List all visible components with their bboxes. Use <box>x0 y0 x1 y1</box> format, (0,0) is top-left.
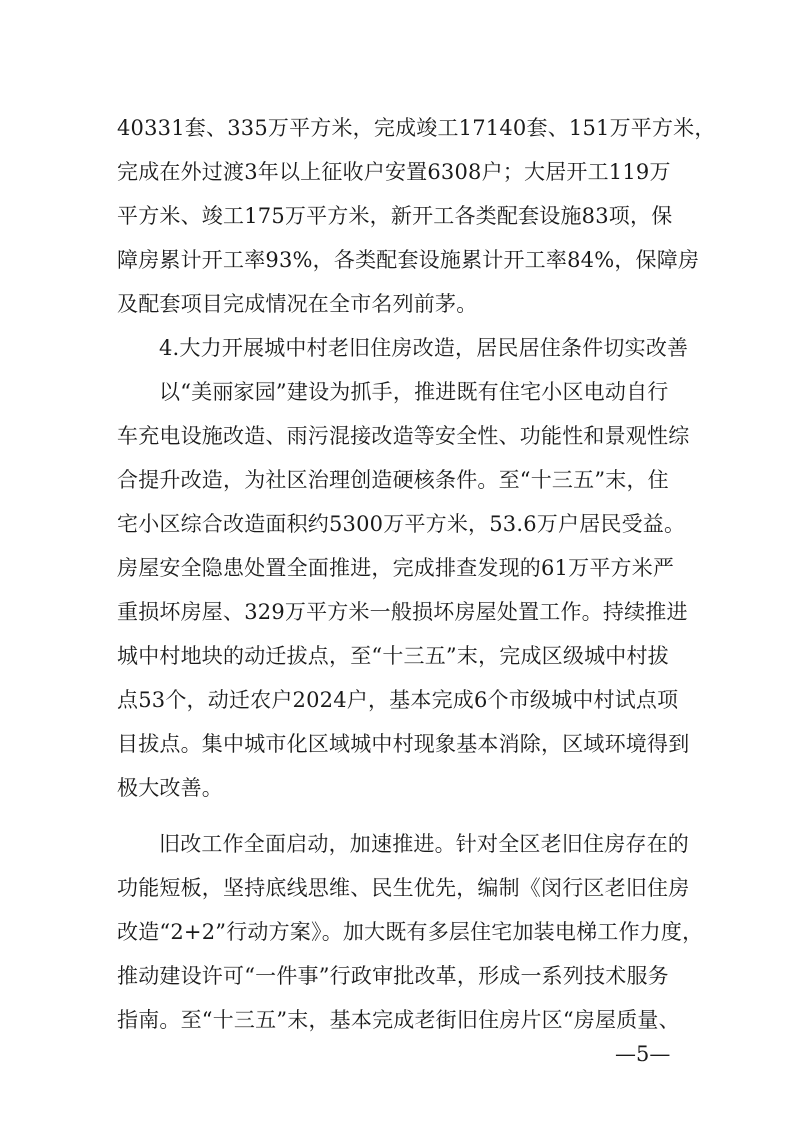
body-text-line: 合提升改造，为社区治理创造硬核条件。至“十三五”末，住 <box>117 468 669 492</box>
body-text-line: 旧改工作全面启动，加速推进。针对全区老旧住房存在的 <box>159 832 689 856</box>
body-text-line: 极大改善。 <box>117 776 223 800</box>
body-text-line: 指南。至“十三五”末，基本完成老街旧住房片区“房屋质量、 <box>117 1008 680 1032</box>
body-text-line: 宅小区综合改造面积约5300万平方米，53.6万户居民受益。 <box>117 512 686 536</box>
body-text-line: 以“美丽家园”建设为抓手，推进既有住宅小区电动自行 <box>159 380 669 404</box>
body-text-line: 房屋安全隐患处置全面推进，完成排查发现的61万平方米严 <box>117 556 675 580</box>
body-text-line: 城中村地块的动迁拔点，至“十三五”末，完成区级城中村拔 <box>117 644 669 668</box>
body-text-line: 平方米、竣工175万平方米，新开工各类配套设施83项，保 <box>117 204 673 228</box>
body-text-line: 40331套、335万平方米，完成竣工17140套、151万平方米， <box>117 116 716 140</box>
body-text-line: 改造“2+2”行动方案》。加大既有多层住宅加装电梯工作力度， <box>117 920 704 944</box>
body-text-line: 障房累计开工率93%，各类配套设施累计开工率84%，保障房 <box>117 248 700 272</box>
body-text-line: 推动建设许可“一件事”行政审批改革，形成一系列技术服务 <box>117 964 669 988</box>
body-text-line: 车充电设施改造、雨污混接改造等安全性、功能性和景观性综 <box>117 424 690 448</box>
page-number: —5— <box>615 1042 671 1066</box>
body-text-line: 重损坏房屋、329万平方米一般损坏房屋处置工作。持续推进 <box>117 600 688 624</box>
body-text-line: 及配套项目完成情况在全市名列前茅。 <box>117 292 478 316</box>
body-text-line: 目拔点。集中城市化区域城中村现象基本消除，区域环境得到 <box>117 732 690 756</box>
body-text-line: 完成在外过渡3年以上征收户安置6308户；大居开工119万 <box>117 160 671 184</box>
body-text-line: 点53个，动迁农户2024户，基本完成6个市级城中村试点项 <box>117 688 679 712</box>
body-text-line: 功能短板，坚持底线思维、民生优先，编制《闵行区老旧住房 <box>117 876 690 900</box>
section-heading: 4.大力开展城中村老旧住房改造，居民居住条件切实改善 <box>159 336 689 360</box>
